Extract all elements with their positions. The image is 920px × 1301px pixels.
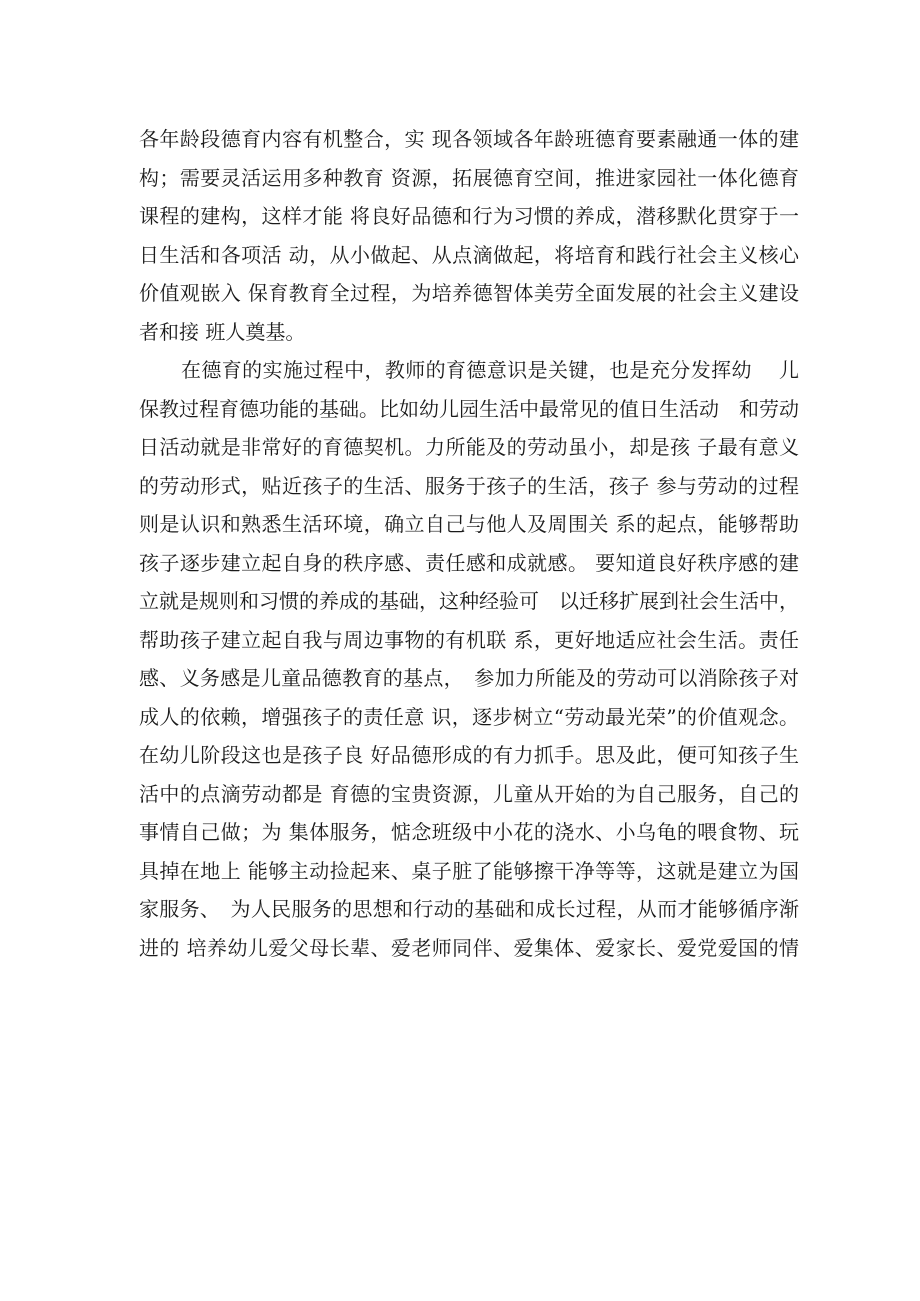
text-line: 日生活和各项活 动，从小做起、从点滴做起，将培育和践行社会主义核心 <box>139 242 799 267</box>
text-line-indented: 在德育的实施过程中，教师的育德意识是关键，也是充分发挥幼 儿 <box>181 358 799 382</box>
body-text <box>139 120 799 967</box>
text-line: 事情自己做；为 集体服务，惦念班级中小花的浇水、小乌龟的喂食物、玩 <box>139 820 799 844</box>
text-line: 进的 培养幼儿爱父母长辈、爱老师同伴、爱集体、爱家长、爱党爱国的情 <box>139 935 799 960</box>
text-line: 帮助孩子建立起自我与周边事物的有机联 系，更好地适应社会生活。责任 <box>139 627 799 652</box>
text-line: 立就是规则和习惯的养成的基础，这种经验可 以迁移扩展到社会生活中， <box>139 589 799 613</box>
text-line: 保教过程育德功能的基础。比如幼儿园生活中最常见的值日生活动 和劳动 <box>139 396 799 421</box>
text-line: 则是认识和熟悉生活环境，确立自己与他人及周围关 系的起点，能够帮助 <box>139 512 799 536</box>
text-line: 各年龄段德育内容有机整合，实 现各领域各年龄班德育要素融通一体的建 <box>139 127 799 151</box>
text-line: 活中的点滴劳动都是 育德的宝贵资源，儿童从开始的为自己服务，自己的 <box>139 781 799 806</box>
text-line: 孩子逐步建立起自身的秩序感、责任感和成就感。 要知道良好秩序感的建 <box>139 550 799 575</box>
text-line: 构；需要灵活运用多种教育 资源，拓展德育空间，推进家园社一体化德育 <box>139 165 799 190</box>
text-line: 日活动就是非常好的育德契机。力所能及的劳动虽小，却是孩 子最有意义 <box>139 435 799 459</box>
text-line: 价值观嵌入 保育教育全过程，为培养德智体美劳全面发展的社会主义建设 <box>139 281 799 305</box>
text-line: 者和接 班人奠基。 <box>139 319 306 344</box>
text-line: 家服务、 为人民服务的思想和行动的基础和成长过程，从而才能够循序渐 <box>139 897 799 921</box>
text-line: 成人的依赖，增强孩子的责任意 识，逐步树立“劳动最光荣”的价值观念。 <box>139 704 799 729</box>
text-line: 在幼儿阶段这也是孩子良 好品德形成的有力抓手。思及此，便可知孩子生 <box>139 743 799 767</box>
text-line: 感、义务感是儿童品德教育的基点， 参加力所能及的劳动可以消除孩子对 <box>139 666 799 690</box>
text-line: 具掉在地上 能够主动捡起来、桌子脏了能够擦干净等等，这就是建立为国 <box>139 858 799 883</box>
text-line: 课程的建构，这样才能 将良好品德和行为习惯的养成，潜移默化贯穿于一 <box>139 204 799 228</box>
text-line: 的劳动形式，贴近孩子的生活、服务于孩子的生活，孩子 参与劳动的过程 <box>139 473 799 498</box>
